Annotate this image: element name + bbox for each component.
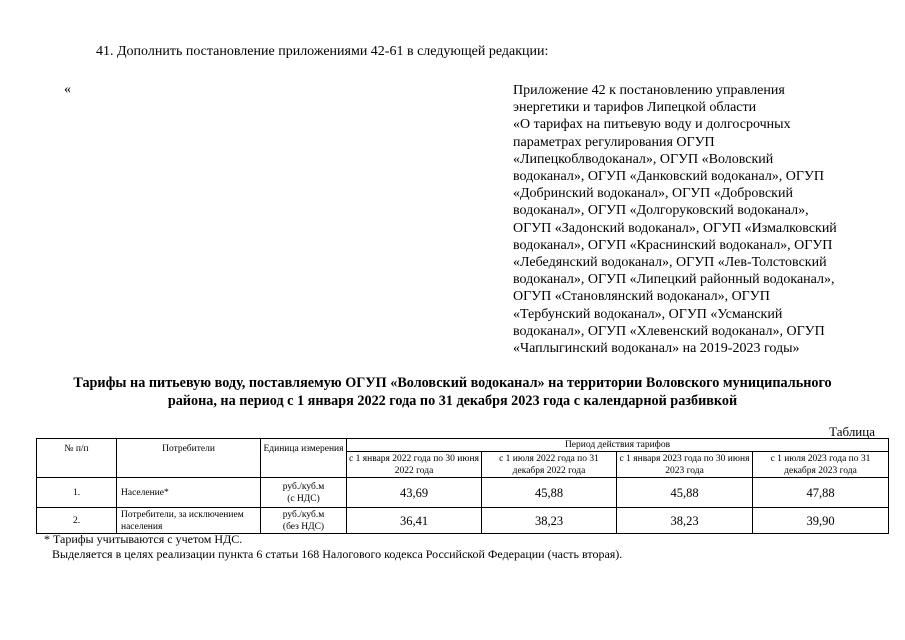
row-unit: [261, 508, 347, 534]
table-caption: Таблица: [829, 424, 875, 439]
title-line: Тарифы на питьевую воду, поставляемую ОГУП «Воловский водоканал» на территории Воловского муниципального: [73, 375, 832, 391]
footnote-vat: Выделяется в целях реализации пункта 6 статьи 168 Налогового кодекса Российской Федерации (часть вторая).: [52, 547, 623, 561]
table-row: [37, 478, 889, 508]
row-unit-line1: руб./куб.м: [282, 481, 325, 492]
header-unit: Единица измерения: [261, 439, 347, 478]
header-period-4: с 1 июля 2023 года по 31 декабря 2023 года: [753, 452, 889, 478]
header-period-2: с 1 июля 2022 года по 31 декабря 2022 года: [482, 452, 617, 478]
footnote: * Тарифы учитываются с учетом НДС.: [44, 532, 243, 546]
row-value: 38,23: [617, 508, 753, 534]
title-line: района, на период с 1 января 2022 года по 31 декабря 2023 года с календарной разбивкой: [167, 392, 738, 409]
row-consumer: Потребители, за исключением населения: [117, 508, 261, 534]
appendix-line: «Добринский водоканал», ОГУП «Добровский: [513, 186, 793, 202]
appendix-line: водоканал», ОГУП «Данковский водоканал», ОГУП: [513, 169, 825, 185]
header-period: Период действия тарифов: [347, 439, 889, 452]
appendix-line: водоканал», ОГУП «Хлевенский водоканал», ОГУП: [513, 323, 825, 339]
row-value: 47,88: [753, 478, 889, 508]
row-value: 45,88: [482, 478, 617, 508]
header-period-3: с 1 января 2023 года по 30 июня 2023 года: [617, 452, 753, 478]
appendix-line: «Липецкоблводоканал», ОГУП «Воловский: [513, 151, 774, 167]
appendix-line: ОГУП «Становлянский водоканал», ОГУП: [513, 289, 770, 305]
header-period-1: с 1 января 2022 года по 30 июня 2022 года: [347, 452, 482, 478]
row-value: 45,88: [617, 478, 753, 508]
appendix-line: водоканал», ОГУП «Липецкий районный водоканал»,: [513, 272, 835, 288]
row-num: 1.: [37, 478, 117, 508]
row-consumer: Население*: [117, 478, 261, 508]
row-value: 38,23: [482, 508, 617, 534]
appendix-line: «Тербунский водоканал», ОГУП «Усманский: [513, 306, 783, 322]
row-value: 39,90: [753, 508, 889, 534]
appendix-header: [513, 82, 888, 357]
appendix-line: ОГУП «Задонский водоканал», ОГУП «Измалковский: [513, 220, 837, 236]
appendix-line: водоканал», ОГУП «Долгоруковский водоканал»,: [513, 203, 809, 219]
row-unit-line1: руб./куб.м: [282, 509, 325, 520]
appendix-line: «Чаплыгинский водоканал» на 2019-2023 годы»: [513, 341, 800, 357]
appendix-line: энергетики и тарифов Липецкой области: [513, 100, 757, 116]
row-value: 43,69: [347, 478, 482, 508]
appendix-line: «Лебедянский водоканал», ОГУП «Лев-Толстовский: [513, 255, 827, 271]
row-unit-line2: (с НДС): [287, 493, 320, 504]
row-value: 36,41: [347, 508, 482, 534]
row-num: 2.: [37, 508, 117, 534]
intro-paragraph: 41. Дополнить постановление приложениями 42-61 в следующей редакции:: [96, 44, 549, 59]
header-num: № п/п: [37, 439, 117, 478]
row-unit-line2: (без НДС): [282, 521, 325, 532]
row-unit: [261, 478, 347, 508]
table-row: [37, 508, 889, 534]
open-quote: «: [64, 82, 71, 97]
header-consumers: Потребители: [117, 439, 261, 478]
appendix-line: Приложение 42 к постановлению управления: [513, 83, 785, 98]
appendix-line: «О тарифах на питьевую воду и долгосрочных: [513, 117, 791, 133]
tariff-table: [36, 438, 889, 534]
document-title: [20, 375, 885, 410]
appendix-line: параметрах регулирования ОГУП: [513, 134, 715, 150]
appendix-line: водоканал», ОГУП «Краснинский водоканал», ОГУП: [513, 237, 833, 253]
